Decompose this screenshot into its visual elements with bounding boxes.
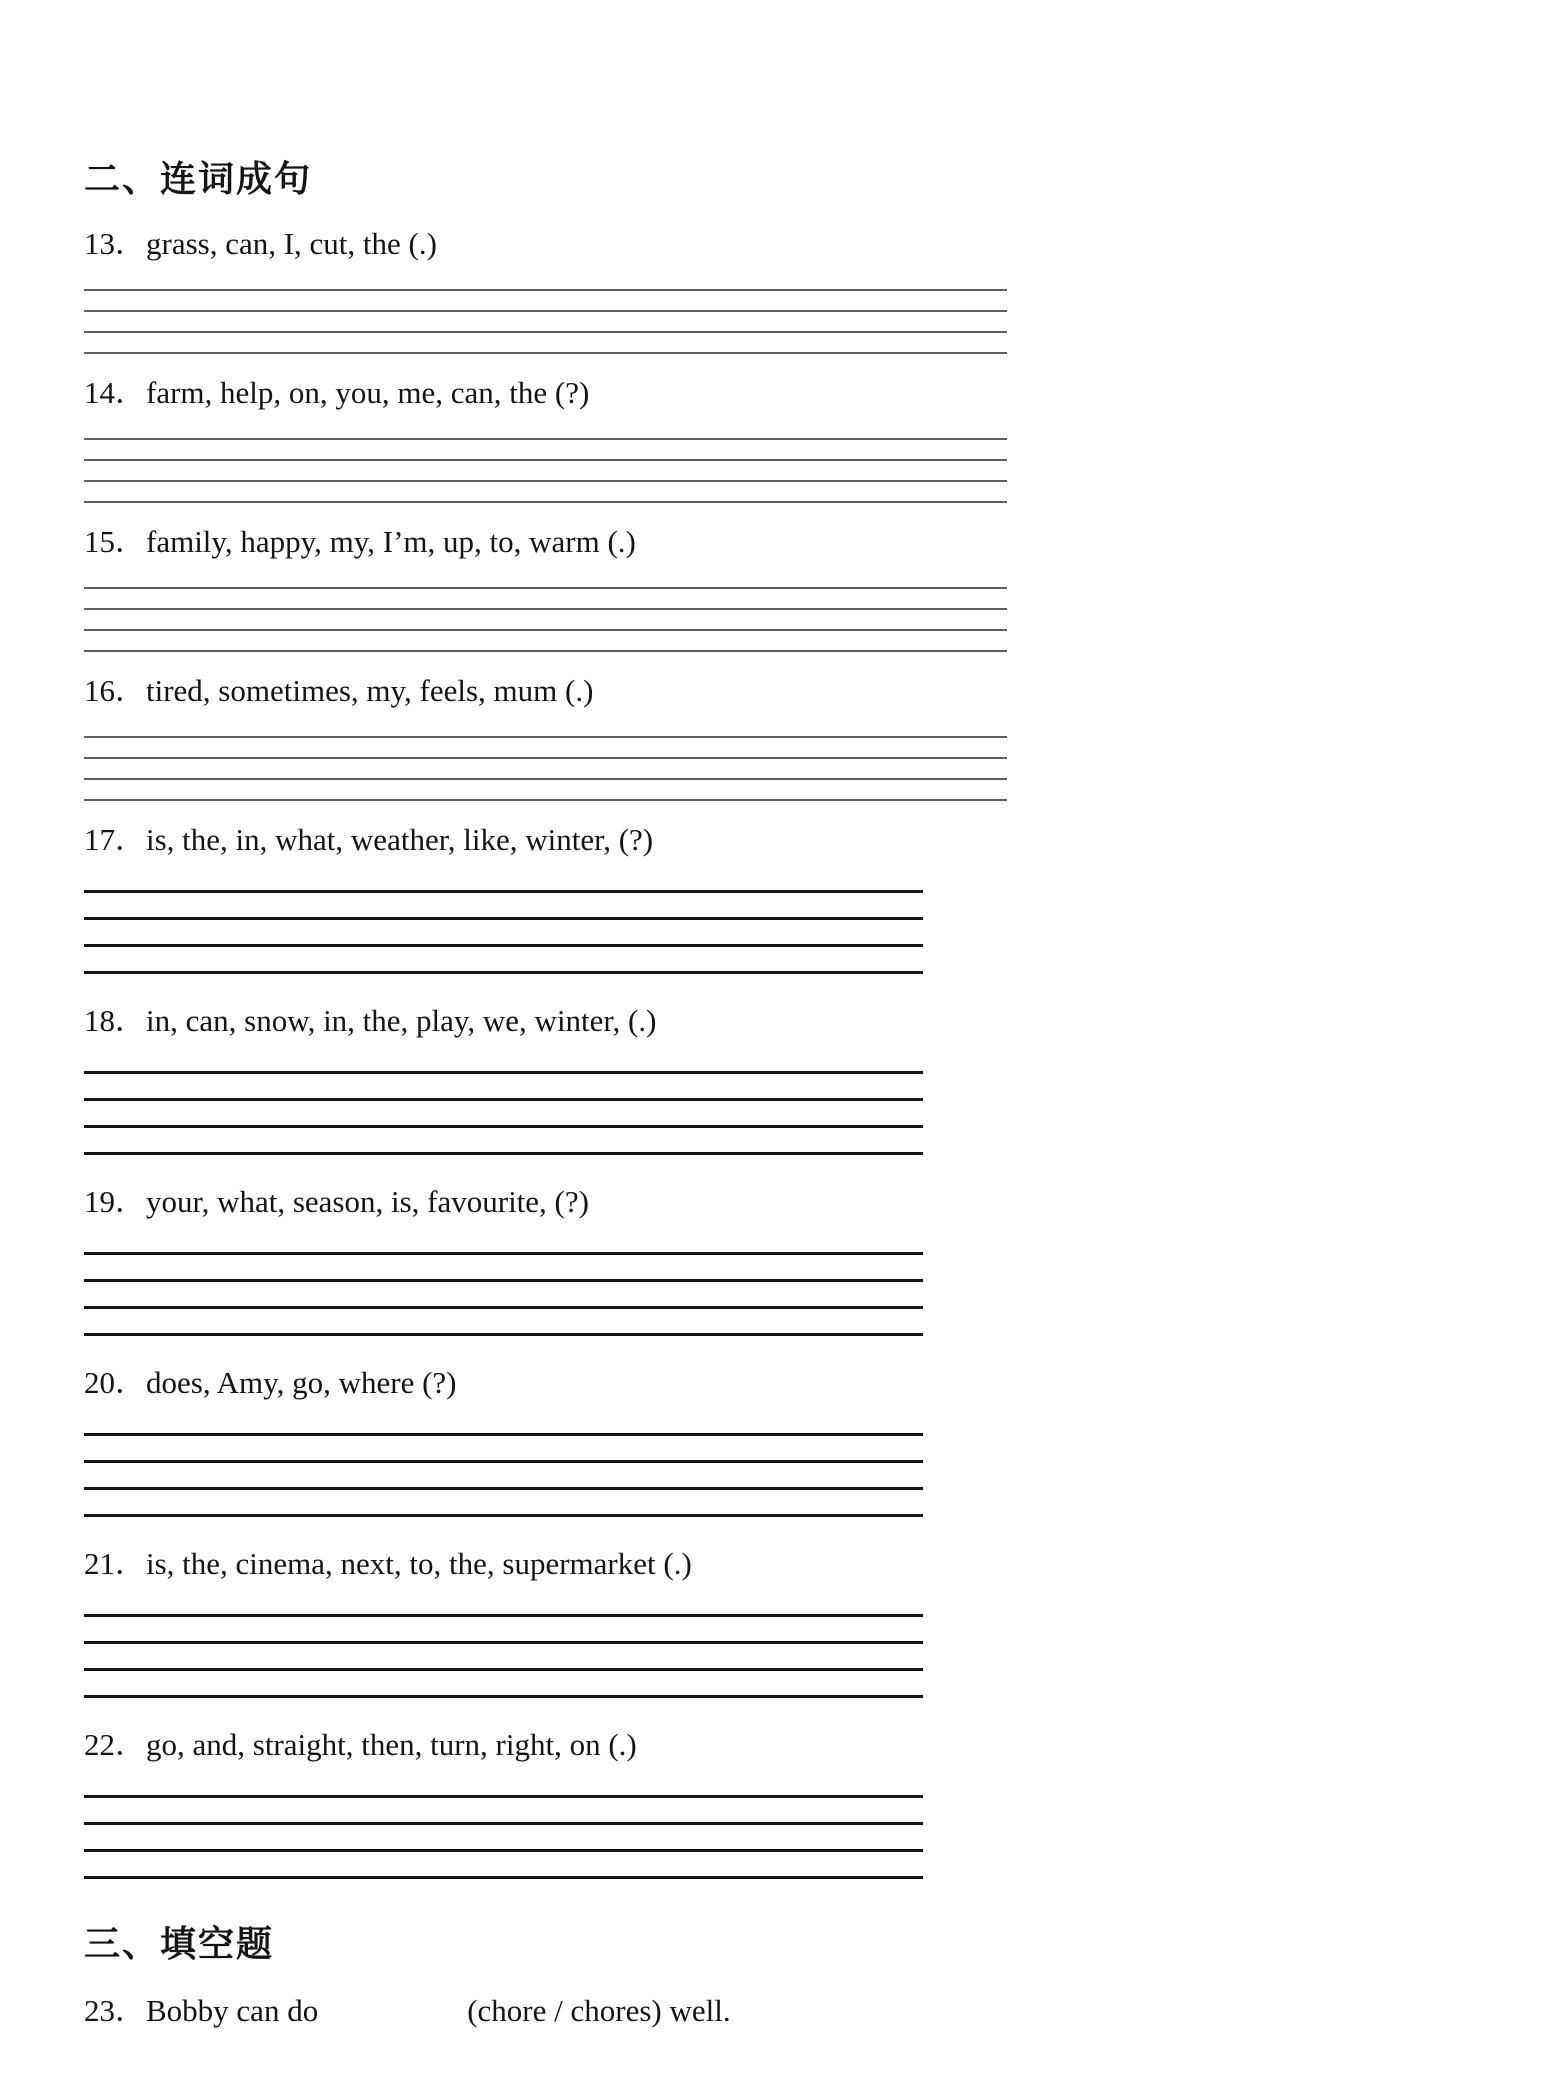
answer-lines-area[interactable] <box>84 568 1560 652</box>
question-block <box>84 373 1560 503</box>
answer-line <box>84 1309 923 1336</box>
section3-title: 三、填空题 <box>84 1924 275 1965</box>
answer-line <box>84 482 1007 503</box>
answer-line <box>84 866 923 893</box>
answer-lines-area[interactable] <box>84 1590 1560 1698</box>
question-text <box>84 522 1560 562</box>
answer-line <box>84 1409 923 1436</box>
answer-line <box>84 631 1007 652</box>
answer-lines-area[interactable] <box>84 1228 1560 1336</box>
answer-line <box>84 1671 923 1698</box>
answer-line <box>84 1617 923 1644</box>
answer-line <box>84 568 1007 589</box>
question-number: 22． <box>84 1727 146 1762</box>
answer-line <box>84 1228 923 1255</box>
answer-line <box>84 610 1007 631</box>
question-words: farm, help, on, you, me, can, the (?) <box>146 375 590 410</box>
question-number: 18． <box>84 1003 146 1038</box>
answer-line <box>84 1255 923 1282</box>
answer-lines-area[interactable] <box>84 419 1560 503</box>
question-number: 19． <box>84 1184 146 1219</box>
question-block <box>84 522 1560 652</box>
question-words-before-blank: Bobby can do <box>146 1993 319 2028</box>
answer-line <box>84 333 1007 354</box>
question-words: family, happy, my, I’m, up, to, warm (.) <box>146 524 636 559</box>
question-words: grass, can, I, cut, the (.) <box>146 226 437 261</box>
section2-question-list <box>84 224 1560 1879</box>
answer-line <box>84 1074 923 1101</box>
answer-line <box>84 1798 923 1825</box>
question-block <box>84 1001 1560 1155</box>
answer-line <box>84 1490 923 1517</box>
question-words: tired, sometimes, my, feels, mum (.) <box>146 673 594 708</box>
answer-line <box>84 1047 923 1074</box>
question-text <box>84 1001 1560 1041</box>
answer-lines-area[interactable] <box>84 1047 1560 1155</box>
answer-line <box>84 1771 923 1798</box>
question-text <box>84 1544 1560 1584</box>
answer-line <box>84 780 1007 801</box>
question-block <box>84 1544 1560 1698</box>
question-block <box>84 1725 1560 1879</box>
question-text <box>84 1182 1560 1222</box>
answer-line <box>84 1825 923 1852</box>
question-number: 15． <box>84 524 146 559</box>
answer-lines-area[interactable] <box>84 717 1560 801</box>
question-block <box>84 671 1560 801</box>
answer-line <box>84 440 1007 461</box>
question-words: in, can, snow, in, the, play, we, winter, (.) <box>146 1003 657 1038</box>
question-number: 13． <box>84 226 146 261</box>
answer-lines-area[interactable] <box>84 866 1560 974</box>
question-text <box>84 1363 1560 1403</box>
answer-line <box>84 920 923 947</box>
section2-title: 二、连词成句 <box>84 159 313 200</box>
question-words: is, the, in, what, weather, like, winter, (?) <box>146 822 654 857</box>
question-text <box>84 224 1560 264</box>
answer-line <box>84 270 1007 291</box>
answer-line <box>84 1463 923 1490</box>
question-block <box>84 820 1560 974</box>
question-number: 16． <box>84 673 146 708</box>
answer-line <box>84 419 1007 440</box>
answer-line <box>84 589 1007 610</box>
answer-line <box>84 759 1007 780</box>
question-text <box>84 820 1560 860</box>
question-words: does, Amy, go, where (?) <box>146 1365 457 1400</box>
answer-line <box>84 461 1007 482</box>
question-number: 21． <box>84 1546 146 1581</box>
answer-line <box>84 947 923 974</box>
question-words: go, and, straight, then, turn, right, on (.) <box>146 1727 637 1762</box>
question-text <box>84 671 1560 711</box>
answer-line <box>84 738 1007 759</box>
answer-line <box>84 1644 923 1671</box>
question-number: 14． <box>84 375 146 410</box>
fill-in-question-row <box>84 1991 1560 2031</box>
question-block <box>84 1182 1560 1336</box>
answer-line <box>84 312 1007 333</box>
answer-lines-area[interactable] <box>84 1771 1560 1879</box>
question-words: your, what, season, is, favourite, (?) <box>146 1184 589 1219</box>
answer-line <box>84 1436 923 1463</box>
question-words: is, the, cinema, next, to, the, supermarket (.) <box>146 1546 692 1581</box>
answer-line <box>84 1128 923 1155</box>
question-number: 20． <box>84 1365 146 1400</box>
answer-line <box>84 893 923 920</box>
answer-line <box>84 291 1007 312</box>
question-words-after-blank: (chore / chores) well. <box>467 1993 731 2028</box>
answer-line <box>84 1852 923 1879</box>
answer-line <box>84 1590 923 1617</box>
answer-lines-area[interactable] <box>84 270 1560 354</box>
answer-line <box>84 717 1007 738</box>
question-block <box>84 224 1560 354</box>
answer-line <box>84 1101 923 1128</box>
question-text <box>84 1725 1560 1765</box>
question-number: 23． <box>84 1993 146 2028</box>
answer-lines-area[interactable] <box>84 1409 1560 1517</box>
answer-line <box>84 1282 923 1309</box>
question-text <box>84 373 1560 413</box>
question-number: 17． <box>84 822 146 857</box>
question-block <box>84 1363 1560 1517</box>
